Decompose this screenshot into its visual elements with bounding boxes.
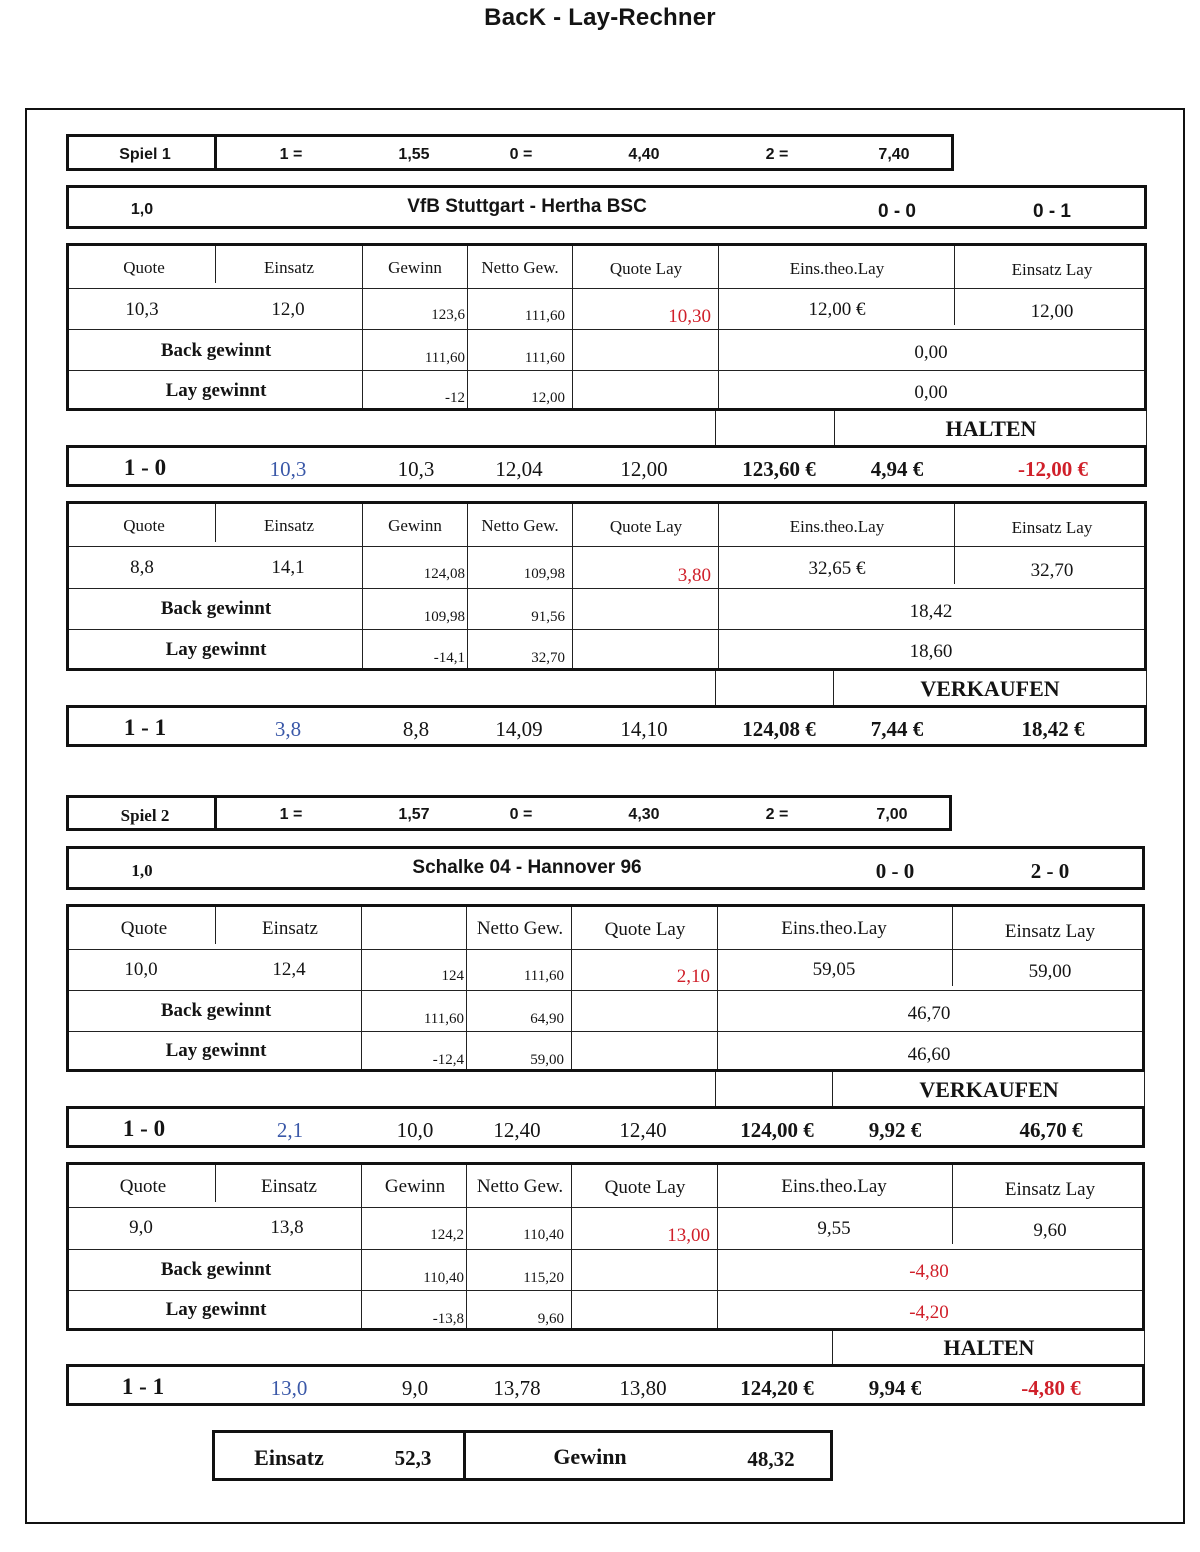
summary-result: 18,42 € xyxy=(1021,717,1085,741)
header-quote-lay: Quote Lay xyxy=(609,517,683,536)
value-quote: 10,3 xyxy=(125,299,159,320)
away-odds-label: 2 = xyxy=(765,146,789,163)
lay-wins-label: Lay gewinnt xyxy=(165,639,267,660)
back-wins-gewinn: 109,98 xyxy=(423,609,465,625)
summary-theo: 14,09 xyxy=(495,717,543,741)
back-wins-result: 46,70 xyxy=(907,1003,951,1024)
value-quote-lay: 3,80 xyxy=(677,565,711,586)
header-eins-theo-lay: Eins.theo.Lay xyxy=(781,918,887,939)
back-wins-result: -4,80 xyxy=(909,1261,949,1282)
decision-label: HALTEN xyxy=(945,416,1037,441)
value-eins-theo-lay: 9,55 xyxy=(817,1218,851,1239)
summary-quote: 9,0 xyxy=(401,1376,429,1400)
summary-lay: 12,40 xyxy=(619,1118,667,1142)
draw-odds: 4,30 xyxy=(628,806,660,823)
page-title: BacK - Lay-Rechner xyxy=(484,4,716,31)
draw-odds: 4,40 xyxy=(628,146,660,163)
match-row-game-2 xyxy=(66,846,1145,890)
lay-wins-netto: 59,00 xyxy=(530,1052,564,1068)
game-label: Spiel 2 xyxy=(120,806,170,825)
summary-commission: 9,94 € xyxy=(868,1376,922,1400)
summary-commission: 4,94 € xyxy=(870,457,924,481)
value-netto: 111,60 xyxy=(524,308,565,324)
lay-wins-result: 46,60 xyxy=(907,1044,951,1065)
away-odds: 7,40 xyxy=(878,146,910,163)
value-quote: 8,8 xyxy=(130,557,154,578)
totals-gewinn-value: 48,32 xyxy=(747,1447,795,1471)
score-target: 2 - 0 xyxy=(1030,859,1070,883)
summary-score: 1 - 0 xyxy=(122,1116,166,1141)
header-netto: Netto Gew. xyxy=(481,258,559,277)
header-quote-lay: Quote Lay xyxy=(609,259,683,278)
home-odds: 1,55 xyxy=(398,146,430,163)
decision-spacer xyxy=(715,411,835,446)
calc-table xyxy=(66,243,1147,411)
header-einsatz-lay: Einsatz Lay xyxy=(1004,1179,1096,1200)
totals-einsatz-label: Einsatz xyxy=(254,1445,324,1470)
score-current: 0 - 0 xyxy=(877,201,917,222)
value-netto: 110,40 xyxy=(523,1227,564,1243)
value-gewinn: 123,6 xyxy=(431,307,465,323)
decision-box xyxy=(832,1331,1145,1365)
header-netto: Netto Gew. xyxy=(481,516,559,535)
value-eins-theo-lay: 32,65 € xyxy=(808,558,866,579)
summary-result: 46,70 € xyxy=(1019,1118,1083,1142)
summary-lay: 14,10 xyxy=(620,717,668,741)
header-quote-lay: Quote Lay xyxy=(604,1177,686,1198)
lay-wins-result: 0,00 xyxy=(914,382,948,403)
home-odds-label: 1 = xyxy=(279,146,303,163)
back-wins-result: 18,42 xyxy=(909,601,953,622)
value-einsatz: 12,4 xyxy=(272,959,306,980)
summary-lay: 12,00 xyxy=(620,457,668,481)
lay-wins-netto: 32,70 xyxy=(531,650,565,666)
value-einsatz-lay: 9,60 xyxy=(1033,1220,1067,1241)
summary-result: -12,00 € xyxy=(1018,457,1088,481)
header-quote: Quote xyxy=(120,918,168,939)
value-gewinn: 124,2 xyxy=(430,1227,464,1243)
value-einsatz-lay: 59,00 xyxy=(1028,961,1072,982)
header-einsatz-lay: Einsatz Lay xyxy=(1011,518,1093,537)
decision-box xyxy=(833,671,1147,706)
value-einsatz-lay: 32,70 xyxy=(1030,560,1074,581)
summary-quote: 8,8 xyxy=(402,717,430,741)
value-netto: 111,60 xyxy=(523,968,564,984)
header-einsatz-lay: Einsatz Lay xyxy=(1011,260,1093,279)
summary-score: 1 - 1 xyxy=(121,1374,165,1399)
lay-wins-netto: 12,00 xyxy=(531,390,565,406)
header-gewinn: Gewinn xyxy=(388,258,442,277)
summary-lay: 13,80 xyxy=(619,1376,667,1400)
summary-quote-lay: 13,0 xyxy=(270,1376,308,1400)
header-gewinn: Gewinn xyxy=(388,516,442,535)
home-odds-label: 1 = xyxy=(279,806,303,823)
back-wins-gewinn: 110,40 xyxy=(423,1270,464,1286)
summary-score: 1 - 1 xyxy=(123,715,167,740)
summary-theo: 12,04 xyxy=(495,457,543,481)
calc-table xyxy=(66,904,1145,1072)
summary-result: -4,80 € xyxy=(1021,1376,1081,1400)
back-wins-label: Back gewinnt xyxy=(160,340,272,361)
value-gewinn: 124 xyxy=(441,968,464,984)
header-quote: Quote xyxy=(123,516,165,535)
totals-box xyxy=(212,1430,833,1481)
lay-wins-result: -4,20 xyxy=(909,1302,949,1323)
value-einsatz: 13,8 xyxy=(270,1217,304,1238)
header-einsatz: Einsatz xyxy=(263,258,315,277)
summary-commission: 7,44 € xyxy=(870,717,924,741)
summary-commission: 9,92 € xyxy=(868,1118,922,1142)
calc-table xyxy=(66,1162,1145,1331)
decision-label: HALTEN xyxy=(943,1335,1035,1360)
header-eins-theo-lay: Eins.theo.Lay xyxy=(789,259,885,278)
value-einsatz-lay: 12,00 xyxy=(1030,301,1074,322)
value-einsatz: 14,1 xyxy=(271,557,305,578)
header-einsatz: Einsatz xyxy=(263,516,315,535)
summary-gewinn: 124,00 € xyxy=(740,1118,814,1142)
value-gewinn: 124,08 xyxy=(423,566,465,582)
back-wins-label: Back gewinnt xyxy=(160,1259,272,1280)
lay-wins-gewinn: -12,4 xyxy=(432,1052,464,1068)
header-quote-lay: Quote Lay xyxy=(604,919,686,940)
odds-row-game-2 xyxy=(66,795,952,831)
match-row-game-1 xyxy=(66,185,1147,229)
value-quote-lay: 10,30 xyxy=(668,306,711,327)
match-stake: 1,0 xyxy=(130,201,154,218)
match-teams: Schalke 04 - Hannover 96 xyxy=(412,857,642,878)
back-wins-result: 0,00 xyxy=(914,342,948,363)
lay-wins-result: 18,60 xyxy=(909,641,953,662)
header-netto: Netto Gew. xyxy=(476,1176,564,1197)
lay-wins-gewinn: -13,8 xyxy=(432,1311,464,1327)
value-quote-lay: 2,10 xyxy=(676,966,710,987)
decision-label: VERKAUFEN xyxy=(919,1077,1059,1102)
totals-gewinn-label: Gewinn xyxy=(553,1444,627,1469)
header-einsatz-lay: Einsatz Lay xyxy=(1004,921,1096,942)
summary-quote-lay: 3,8 xyxy=(274,717,302,741)
header-netto: Netto Gew. xyxy=(476,918,564,939)
value-einsatz: 12,0 xyxy=(271,299,305,320)
away-odds-label: 2 = xyxy=(765,806,789,823)
summary-theo: 12,40 xyxy=(493,1118,541,1142)
header-eins-theo-lay: Eins.theo.Lay xyxy=(781,1176,887,1197)
back-wins-netto: 115,20 xyxy=(523,1270,564,1286)
lay-wins-gewinn: -14,1 xyxy=(433,650,465,666)
decision-spacer xyxy=(715,671,834,706)
back-wins-label: Back gewinnt xyxy=(160,598,272,619)
lay-wins-label: Lay gewinnt xyxy=(165,1299,267,1320)
lay-wins-netto: 9,60 xyxy=(537,1311,564,1327)
summary-score: 1 - 0 xyxy=(123,455,167,480)
decision-label: VERKAUFEN xyxy=(920,676,1060,701)
back-wins-gewinn: 111,60 xyxy=(424,350,465,366)
lay-wins-label: Lay gewinnt xyxy=(165,1040,267,1061)
summary-row xyxy=(66,1364,1145,1406)
calc-table xyxy=(66,501,1147,671)
draw-odds-label: 0 = xyxy=(509,806,533,823)
score-current: 0 - 0 xyxy=(875,859,915,883)
summary-gewinn: 123,60 € xyxy=(742,457,816,481)
summary-quote-lay: 10,3 xyxy=(269,457,307,481)
summary-quote: 10,3 xyxy=(397,457,435,481)
lay-wins-gewinn: -12 xyxy=(445,390,465,406)
summary-quote: 10,0 xyxy=(396,1118,434,1142)
summary-row xyxy=(66,1106,1145,1148)
odds-row-game-1 xyxy=(66,134,954,171)
value-eins-theo-lay: 12,00 € xyxy=(808,299,866,320)
value-quote: 9,0 xyxy=(129,1217,153,1238)
summary-row xyxy=(66,445,1147,487)
decision-box xyxy=(832,1072,1145,1107)
away-odds: 7,00 xyxy=(876,806,908,823)
decision-box xyxy=(834,411,1147,446)
back-wins-gewinn: 111,60 xyxy=(423,1011,464,1027)
header-quote: Quote xyxy=(123,258,165,277)
value-quote: 10,0 xyxy=(124,959,158,980)
back-wins-netto: 91,56 xyxy=(531,609,565,625)
back-wins-label: Back gewinnt xyxy=(160,1000,272,1021)
summary-gewinn: 124,08 € xyxy=(742,717,816,741)
header-gewinn: Gewinn xyxy=(384,1176,446,1197)
score-target: 0 - 1 xyxy=(1032,201,1072,222)
header-quote: Quote xyxy=(119,1176,167,1197)
value-netto: 109,98 xyxy=(523,566,565,582)
home-odds: 1,57 xyxy=(398,806,430,823)
match-stake: 1,0 xyxy=(131,861,153,880)
summary-gewinn: 124,20 € xyxy=(740,1376,814,1400)
header-einsatz: Einsatz xyxy=(261,1176,317,1197)
header-eins-theo-lay: Eins.theo.Lay xyxy=(789,517,885,536)
back-wins-netto: 111,60 xyxy=(524,350,565,366)
draw-odds-label: 0 = xyxy=(509,146,533,163)
back-wins-netto: 64,90 xyxy=(530,1011,564,1027)
lay-wins-label: Lay gewinnt xyxy=(165,380,267,401)
decision-spacer xyxy=(715,1072,833,1107)
value-quote-lay: 13,00 xyxy=(667,1225,710,1246)
summary-theo: 13,78 xyxy=(493,1376,541,1400)
value-eins-theo-lay: 59,05 xyxy=(812,959,856,980)
summary-quote-lay: 2,1 xyxy=(276,1118,304,1142)
summary-row xyxy=(66,705,1147,747)
header-einsatz: Einsatz xyxy=(262,918,318,939)
totals-einsatz-value: 52,3 xyxy=(394,1446,432,1470)
match-teams: VfB Stuttgart - Hertha BSC xyxy=(407,196,647,217)
game-label: Spiel 1 xyxy=(119,146,171,163)
